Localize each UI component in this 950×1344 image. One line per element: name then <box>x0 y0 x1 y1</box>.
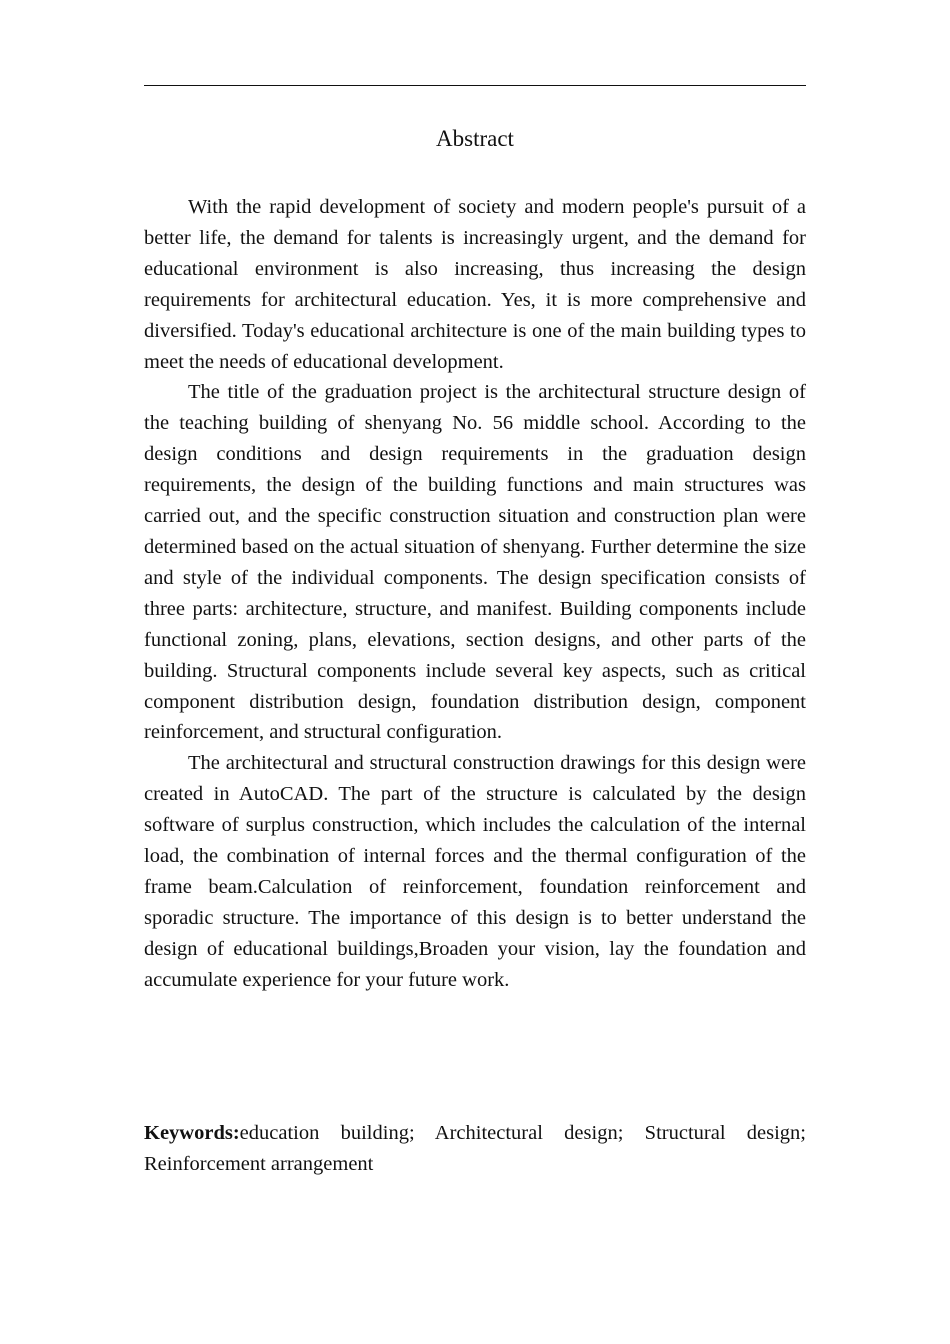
abstract-body <box>144 192 806 996</box>
abstract-paragraph-1: With the rapid development of society and modern people's pursuit of a better life, the demand for talents is increasingly urgent, and the demand for educational environment is also increasing, thus increasing the design requirements for architectural education. Yes, it is more comprehensive and diversified. Today's educational architecture is one of the main building types to meet the needs of educational development. <box>144 196 806 373</box>
abstract-title: Abstract <box>436 126 514 151</box>
keywords-line <box>144 1118 806 1180</box>
keywords-label: Keywords: <box>144 1122 240 1144</box>
header-rule <box>144 85 806 86</box>
abstract-paragraph-3: The architectural and structural construction drawings for this design were created in AutoCAD. The part of the structure is calculated by the design software of surplus construction, which includes the calculation of the internal load, the combination of internal forces and the thermal configuration of the frame beam.Calculation of reinforcement, foundation reinforcement and sporadic structure. The importance of this design is to better understand the design of educational buildings,Broaden your vision, lay the foundation and accumulate experience for your future work. <box>144 752 806 991</box>
keywords-text: education building; Architectural design; Structural design; Reinforcement arrangement <box>144 1122 806 1175</box>
abstract-paragraph-2: The title of the graduation project is the architectural structure design of the teaching building of shenyang No. 56 middle school. According to the design conditions and design requirements in the graduation design requirements, the design of the building functions and main structures was carried out, and the specific construction situation and construction plan were determined based on the actual situation of shenyang. Further determine the size and style of the individual components. The design specification consists of three parts: architecture, structure, and manifest. Building components include functional zoning, plans, elevations, section designs, and other parts of the building. Structural components include several key aspects, such as critical component distribution design, foundation distribution design, component reinforcement, and structural configuration. <box>144 381 806 744</box>
